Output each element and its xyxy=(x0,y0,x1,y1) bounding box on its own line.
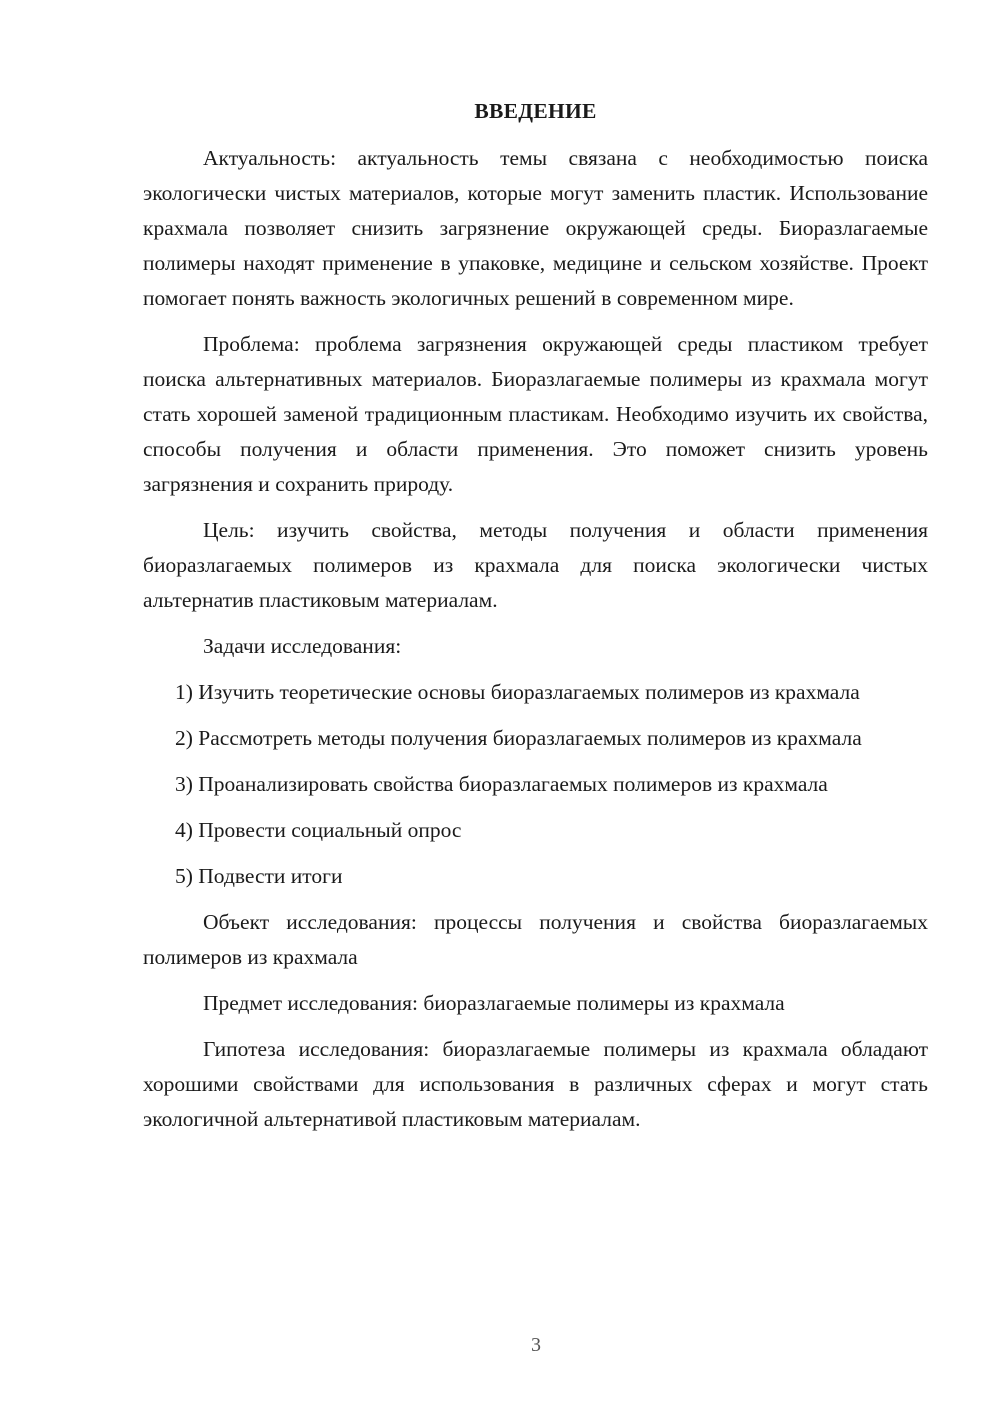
problem-paragraph: Проблема: проблема загрязнения окружающей среды пластиком требует поиска альтернативных материалов. Биоразлагаемые полимеры из крахмала могут стать хорошей заменой традиционным пластикам. Необходимо изучить их свойства, способы получения и области применения. Это поможет снизить уровень загрязнения и сохранить природу. xyxy=(143,332,928,496)
task-item-5: 5) Подвести итоги xyxy=(175,864,343,888)
tasks-heading: Задачи исследования: xyxy=(203,634,402,658)
research-object-paragraph: Объект исследования: процессы получения и свойства биоразлагаемых полимеров из крахмала xyxy=(143,910,928,969)
goal-paragraph: Цель: изучить свойства, методы получения и области применения биоразлагаемых полимеров из крахмала для поиска экологически чистых альтернатив пластиковым материалам. xyxy=(143,518,928,612)
page-content xyxy=(143,94,928,1148)
page-number: 3 xyxy=(531,1334,541,1356)
task-item-2: 2) Рассмотреть методы получения биоразлагаемых полимеров из крахмала xyxy=(175,726,862,750)
research-subject-paragraph: Предмет исследования: биоразлагаемые полимеры из крахмала xyxy=(203,991,785,1015)
task-item-3: 3) Проанализировать свойства биоразлагаемых полимеров из крахмала xyxy=(175,772,828,796)
relevance-paragraph: Актуальность: актуальность темы связана с необходимостью поиска экологически чистых материалов, которые могут заменить пластик. Использование крахмала позволяет снизить загрязнение окружающей среды. Биоразлагаемые полимеры находят применение в упаковке, медицине и сельском хозяйстве. Проект помогает понять важность экологичных решений в современном мире. xyxy=(143,146,928,310)
hypothesis-paragraph: Гипотеза исследования: биоразлагаемые полимеры из крахмала обладают хорошими свойствами для использования в различных сферах и могут стать экологичной альтернативой пластиковым материалам. xyxy=(143,1037,928,1131)
task-item-4: 4) Провести социальный опрос xyxy=(175,818,462,842)
page-title: ВВЕДЕНИЕ xyxy=(474,99,597,123)
task-item-1: 1) Изучить теоретические основы биоразлагаемых полимеров из крахмала xyxy=(175,680,860,704)
